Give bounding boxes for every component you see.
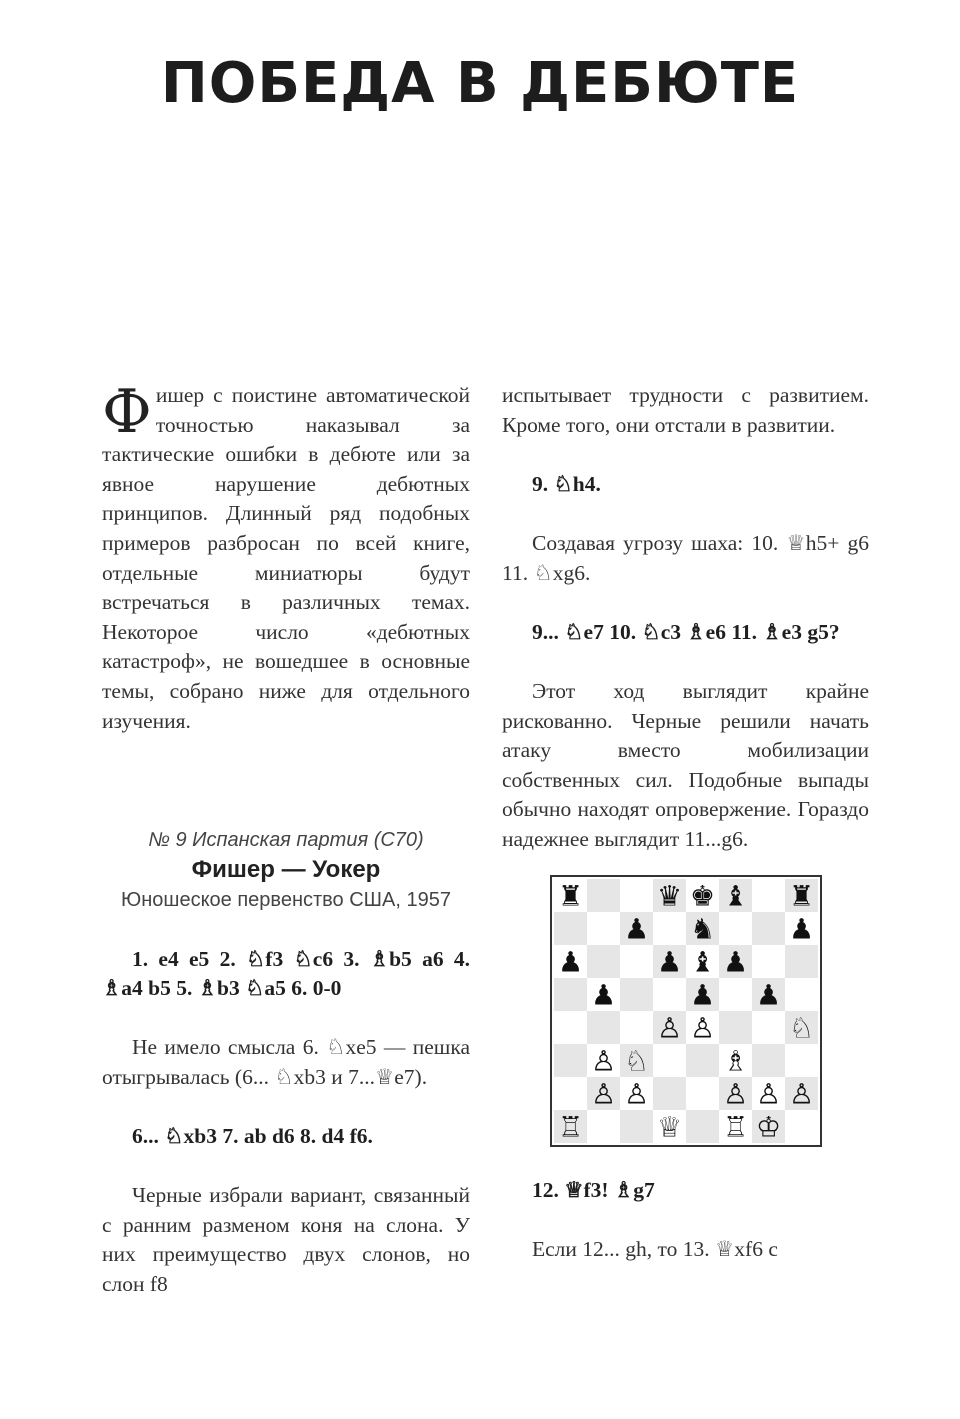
moves-5: 12. ♕f3! ♗g7 — [532, 1178, 655, 1203]
square-f4 — [719, 1011, 752, 1044]
drop-cap: Ф — [102, 377, 152, 447]
piece-h4: ♘ — [788, 1011, 815, 1044]
piece-e6: ♝ — [689, 945, 716, 978]
comment-5: Если 12... gh, то 13. ♕xf6 с — [532, 1237, 778, 1262]
game-event: Юношеское первенство США, 1957 — [121, 888, 451, 911]
piece-f8: ♝ — [722, 879, 749, 912]
page-title: ПОБЕДА В ДЕБЮТЕ — [160, 51, 800, 116]
square-c8 — [620, 879, 653, 912]
square-a2 — [554, 1077, 587, 1110]
piece-e5: ♟ — [689, 978, 716, 1011]
piece-a1: ♖ — [557, 1110, 584, 1143]
square-g3 — [752, 1044, 785, 1077]
piece-d8: ♛ — [656, 879, 683, 912]
piece-g5: ♟ — [755, 978, 782, 1011]
comment-3: Создавая угрозу шаха: 10. ♕h5+ g6 11. ♘xg6. — [502, 530, 869, 585]
intro-paragraph — [102, 377, 470, 736]
right-column — [502, 381, 869, 1265]
square-e2 — [686, 1077, 719, 1110]
piece-b2: ♙ — [590, 1077, 617, 1110]
game-number: № 9 Испанская партия (С70) — [148, 828, 424, 851]
moves-4: 9... ♘e7 10. ♘c3 ♗e6 11. ♗e3 g5? — [532, 619, 840, 644]
square-f7 — [719, 912, 752, 945]
comment-2-continued: испытывает трудности с развитием. Кроме того, они отстали в развитии. — [502, 383, 869, 437]
piece-b5: ♟ — [590, 978, 617, 1011]
left-column — [102, 377, 470, 1300]
piece-c3: ♘ — [623, 1044, 650, 1077]
moves-2: 6... ♘xb3 7. ab d6 8. d4 f6. — [132, 1124, 373, 1149]
square-b4 — [587, 1011, 620, 1044]
piece-c2: ♙ — [623, 1077, 650, 1110]
square-d7 — [653, 912, 686, 945]
piece-g1: ♔ — [755, 1110, 782, 1143]
piece-f6: ♟ — [722, 945, 749, 978]
moves-3: 9. ♘h4. — [532, 471, 601, 496]
piece-d6: ♟ — [656, 945, 683, 978]
square-h6 — [785, 945, 818, 978]
square-c4 — [620, 1011, 653, 1044]
piece-e8: ♚ — [689, 879, 716, 912]
intro-text: ишер с поистине автоматической точностью наказывал за тактические ошибки в дебюте или за явное нарушение дебютных принципов. Длинный ряд подобных примеров разбросан по всей книге, отдельные миниатюры будут встречаться в различных темах. Некоторое число «дебютных катастроф», не вошедшее в основные темы, собрано ниже для отдельного изучения. — [102, 383, 470, 733]
piece-d4: ♙ — [656, 1011, 683, 1044]
moves-1: 1. e4 e5 2. ♘f3 ♘c6 3. ♗b5 a6 4. ♗a4 b5 5. ♗b3 ♘a5 6. 0-0 — [102, 946, 470, 1001]
square-d3 — [653, 1044, 686, 1077]
square-a4 — [554, 1011, 587, 1044]
square-c1 — [620, 1110, 653, 1143]
square-b1 — [587, 1110, 620, 1143]
chess-board — [554, 879, 818, 1143]
piece-e4: ♙ — [689, 1011, 716, 1044]
piece-f3: ♗ — [722, 1044, 749, 1077]
piece-a6: ♟ — [557, 945, 584, 978]
piece-h8: ♜ — [788, 879, 815, 912]
square-g4 — [752, 1011, 785, 1044]
square-f5 — [719, 978, 752, 1011]
piece-f1: ♖ — [722, 1110, 749, 1143]
piece-d1: ♕ — [656, 1110, 683, 1143]
piece-b3: ♙ — [590, 1044, 617, 1077]
square-a7 — [554, 912, 587, 945]
piece-h7: ♟ — [788, 912, 815, 945]
piece-g2: ♙ — [755, 1077, 782, 1110]
comment-4: Этот ход выглядит крайне рискованно. Черные решили начать атаку вместо мобилизации собственных сил. Подобные выпады обычно находят опровержение. Гораздо надежнее выглядит 11...g6. — [502, 678, 869, 851]
square-g7 — [752, 912, 785, 945]
square-d2 — [653, 1077, 686, 1110]
piece-f2: ♙ — [722, 1077, 749, 1110]
square-c5 — [620, 978, 653, 1011]
piece-c7: ♟ — [623, 912, 650, 945]
square-g8 — [752, 879, 785, 912]
square-b6 — [587, 945, 620, 978]
square-h3 — [785, 1044, 818, 1077]
square-e1 — [686, 1110, 719, 1143]
square-a5 — [554, 978, 587, 1011]
piece-a8: ♜ — [557, 879, 584, 912]
square-h5 — [785, 978, 818, 1011]
square-g6 — [752, 945, 785, 978]
square-b7 — [587, 912, 620, 945]
square-c6 — [620, 945, 653, 978]
square-a3 — [554, 1044, 587, 1077]
game-players: Фишер — Уокер — [191, 855, 381, 883]
square-h1 — [785, 1110, 818, 1143]
square-e3 — [686, 1044, 719, 1077]
piece-h2: ♙ — [788, 1077, 815, 1110]
piece-e7: ♞ — [689, 912, 716, 945]
comment-1: Не имело смысла 6. ♘xe5 — пешка отыгрывалась (6... ♘xb3 и 7...♕e7). — [102, 1035, 470, 1089]
square-b8 — [587, 879, 620, 912]
comment-2: Черные избрали вариант, связанный с ранним разменом коня на слона. У них преимущество двух слонов, но слон f8 — [102, 1183, 470, 1297]
square-d5 — [653, 978, 686, 1011]
chess-diagram — [550, 875, 822, 1147]
